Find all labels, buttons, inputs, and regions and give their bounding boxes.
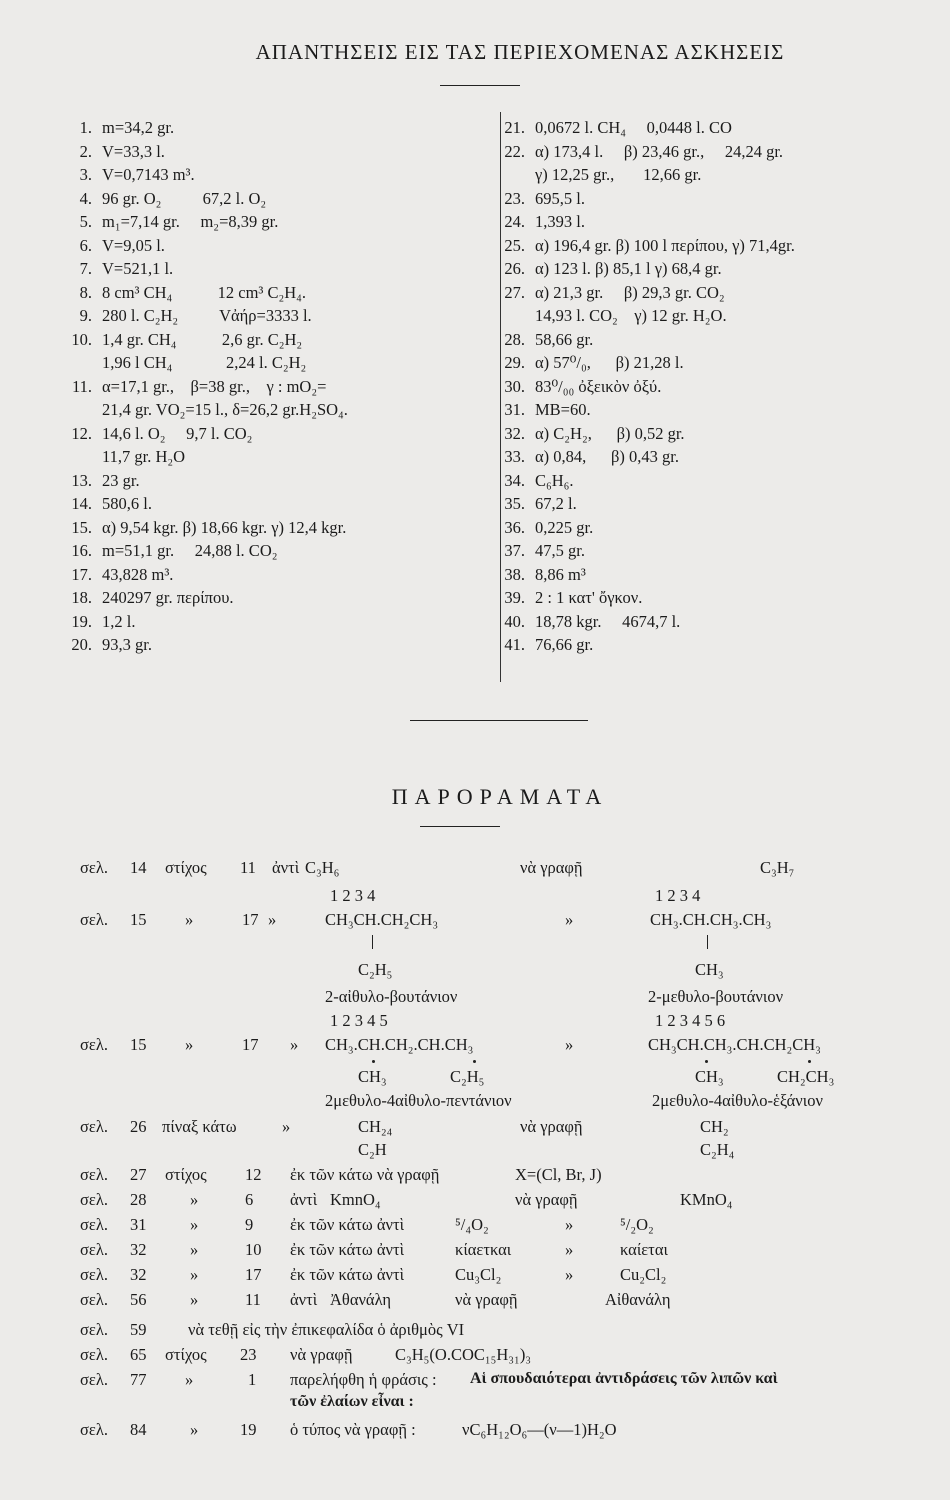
errata-correct-formula: C₃H₅(O.COC₁₅H₃₁)₃: [395, 1345, 532, 1364]
answer-number: 6.: [79, 235, 92, 255]
answer-text: 8 cm³ CH₄ 12 cm³ C₂H₄.: [102, 282, 307, 302]
errata-correct-formula: CH₃CH.CH₃.CH.CH₂CH₃: [648, 1035, 821, 1054]
bond-line: [707, 935, 708, 949]
answer-row: [485, 398, 795, 422]
errata-line-label: »: [190, 1190, 199, 1209]
errata-wrong-text: KmnO₄: [330, 1190, 381, 1209]
substituent: CH₃: [695, 960, 724, 979]
answer-text: α=17,1 gr., β=38 gr., γ : mO₂=: [102, 376, 327, 396]
answer-number: 27.: [504, 282, 525, 302]
errata-line-label: »: [190, 1265, 199, 1284]
errata-line-number: 17: [242, 910, 259, 929]
answer-row: [52, 586, 348, 610]
answer-text: 580,6 l.: [102, 494, 152, 513]
errata-correct-formula: CH₃.CH.CH₃.CH₃: [650, 910, 772, 929]
errata-instruction: ἀντὶ: [290, 1190, 318, 1209]
answer-text: α) 0,84, β) 0,43 gr.: [535, 447, 679, 466]
answer-row: [485, 586, 795, 610]
answer-number: 23.: [504, 188, 525, 208]
errata-write-label: νὰ γραφῇ: [515, 1190, 578, 1209]
answer-number: 2.: [79, 141, 92, 161]
bond-dot: [372, 1060, 375, 1063]
answer-row: [485, 375, 795, 399]
answer-number: 26.: [504, 259, 525, 278]
answer-row: [485, 492, 795, 516]
answer-number: 25.: [504, 235, 525, 255]
answer-number: 31.: [504, 400, 525, 419]
answer-number: 16.: [71, 541, 92, 560]
answer-text: m=34,2 gr.: [102, 118, 175, 137]
errata-page-number: 15: [130, 910, 147, 929]
answers-right-column: [485, 116, 795, 657]
answer-row: [485, 610, 795, 634]
answer-row: [485, 563, 795, 587]
ditto-mark: »: [185, 910, 194, 929]
answer-text: 8,86 m³: [535, 564, 586, 584]
answer-row: [485, 469, 795, 493]
ditto-mark: »: [190, 1420, 199, 1439]
answer-number: 39.: [504, 588, 525, 607]
answer-text: 83⁰/₀₀ ὀξεικὸν ὀξύ.: [535, 376, 662, 396]
answer-number: 3.: [79, 165, 92, 184]
answer-text: 11,7 gr. H₂O: [102, 447, 186, 466]
answer-row: [52, 351, 348, 375]
errata-correct-text: ⁵/₂O₂: [620, 1215, 654, 1234]
answer-text: m=51,1 gr. 24,88 l. CO₂: [102, 541, 278, 560]
errata-line-number: 1: [248, 1370, 257, 1389]
errata-line-number: 23: [240, 1345, 257, 1364]
answer-text: m₁=7,14 gr. m₂=8,39 gr.: [102, 212, 279, 231]
errata-wrong-text: C₃H₆: [305, 858, 340, 877]
answer-text: α) 21,3 gr. β) 29,3 gr. CO₂: [535, 282, 725, 302]
errata-page-number: 32: [130, 1240, 147, 1259]
errata-correct-text: Cu₂Cl₂: [620, 1265, 667, 1284]
answer-text: 23 gr.: [102, 470, 140, 490]
errata-note: παρελήφθη ἡ φράσις :: [290, 1370, 437, 1389]
errata-page-label: σελ.: [80, 1215, 108, 1234]
answer-text: C₆H₆.: [535, 470, 574, 490]
errata-correct-text: C₃H₇: [760, 858, 795, 877]
errata-line-number: 11: [245, 1290, 261, 1309]
answer-row: [485, 445, 795, 469]
errata-line-label: »: [190, 1240, 199, 1259]
answer-row: [485, 539, 795, 563]
errata-wrong-formula: CH₃.CH.CH₂.CH.CH₃: [325, 1035, 474, 1054]
errata-instruction: ἐκ τῶν κάτω ἀντὶ: [290, 1240, 405, 1259]
errata-line-label: »: [190, 1215, 199, 1234]
answer-text: α) 123 l. β) 85,1 l γ) 68,4 gr.: [535, 259, 722, 278]
answer-row: [52, 492, 348, 516]
answer-text: 1,96 l CH₄ 2,24 l. C₂H₂: [102, 353, 307, 372]
substituent: C₂H₅: [450, 1067, 485, 1086]
errata-note: νὰ τεθῇ εἰς τὴν ἐπικεφαλίδα ὁ ἀριθμὸς VI: [188, 1320, 465, 1339]
answer-row: [52, 304, 348, 328]
answer-text: γ) 12,25 gr., 12,66 gr.: [535, 165, 702, 184]
errata-correct-text: Αἰθανάλη: [605, 1290, 671, 1309]
answer-row: [485, 187, 795, 211]
errata-page-number: 65: [130, 1345, 147, 1364]
title-rule: [440, 85, 520, 86]
answer-text: 1,393 l.: [535, 212, 585, 231]
answer-text: 18,78 kgr. 4674,7 l.: [535, 611, 681, 631]
answer-text: 14,93 l. CO₂ γ) 12 gr. H₂O.: [535, 306, 727, 325]
errata-line-number: 17: [245, 1265, 262, 1284]
answer-row: [52, 163, 348, 187]
answer-text: α) C₂H₂, β) 0,52 gr.: [535, 423, 685, 443]
errata-wrong-text: κίαετκαι: [455, 1240, 512, 1259]
answer-row: [52, 281, 348, 305]
answer-number: 34.: [504, 470, 525, 490]
answer-text: 2 : 1 κατ' ὄγκον.: [535, 588, 643, 607]
errata-line-number: 6: [245, 1190, 254, 1209]
answer-number: 7.: [79, 259, 92, 278]
errata-page-label: σελ.: [80, 1190, 108, 1209]
answer-text: 14,6 l. O₂ 9,7 l. CO₂: [102, 423, 253, 443]
errata-wrong-formula: CH₃CH.CH₂CH₃: [325, 910, 439, 929]
answer-text: 47,5 gr.: [535, 541, 585, 560]
answer-number: 38.: [504, 564, 525, 584]
compound-name: 2-μεθυλο-βουτάνιον: [648, 987, 784, 1006]
answer-number: 17.: [71, 564, 92, 584]
ditto-mark: »: [565, 1035, 574, 1054]
answer-number: 28.: [504, 329, 525, 349]
answer-text: 0,0672 l. CH₄ 0,0448 l. CO: [535, 118, 732, 137]
answer-row: [52, 445, 348, 469]
errata-page-label: σελ.: [80, 1035, 108, 1054]
errata-page-number: 26: [130, 1117, 147, 1136]
answer-text: α) 196,4 gr. β) 100 l περίπου, γ) 71,4gr.: [535, 235, 795, 255]
errata-write-label: νὰ γραφῇ: [455, 1290, 518, 1309]
answer-row: [52, 257, 348, 281]
errata-write-label: νὰ γραφῇ: [290, 1345, 353, 1364]
answer-row: [52, 398, 348, 422]
answer-row: [52, 328, 348, 352]
errata-page-number: 77: [130, 1370, 147, 1389]
heading-rule: [420, 826, 500, 827]
errata-page-number: 14: [130, 858, 147, 877]
errata-page-label: σελ.: [80, 1290, 108, 1309]
errata-wrong-text: Cu₃Cl₂: [455, 1265, 502, 1284]
errata-correct-text: KMnO₄: [680, 1190, 733, 1209]
bond-dot: [705, 1060, 708, 1063]
answer-number: 4.: [79, 188, 92, 208]
answer-text: V=9,05 l.: [102, 235, 165, 255]
answer-text: 96 gr. O₂ 67,2 l. O₂: [102, 188, 267, 208]
errata-wrong-formula: C₂H: [358, 1140, 387, 1159]
answer-number: 36.: [504, 517, 525, 537]
answer-text: 58,66 gr.: [535, 329, 594, 349]
answer-row: [485, 210, 795, 234]
ditto-mark: »: [185, 1035, 194, 1054]
errata-note: ὁ τύπος νὰ γραφῇ :: [290, 1420, 416, 1439]
substituent: CH₂CH₃: [777, 1067, 835, 1086]
errata-page-label: σελ.: [80, 1345, 108, 1364]
answer-text: 43,828 m³.: [102, 564, 174, 584]
answer-number: 22.: [504, 141, 525, 161]
errata-page-label: σελ.: [80, 1420, 108, 1439]
substituent: CH₃: [358, 1067, 387, 1086]
answer-row: [485, 116, 795, 140]
answer-text: 67,2 l.: [535, 494, 577, 513]
answer-row: [485, 328, 795, 352]
bond-line: [372, 935, 373, 949]
answer-row: [485, 351, 795, 375]
bond-dot: [808, 1060, 811, 1063]
answer-row: [52, 563, 348, 587]
ditto-mark: »: [565, 910, 574, 929]
answer-row: [485, 140, 795, 164]
answer-row: [52, 633, 348, 657]
substituent: CH₃: [695, 1067, 724, 1086]
answer-row: [52, 422, 348, 446]
answer-number: 33.: [504, 447, 525, 466]
answers-left-column: [52, 116, 348, 657]
page-title: ΑΠΑΝΤΗΣΕΙΣ ΕΙΣ ΤΑΣ ΠΕΡΙΕΧΟΜΕΝΑΣ ΑΣΚΗΣΕΙΣ: [255, 40, 785, 64]
errata-page-number: 28: [130, 1190, 147, 1209]
errata-page-label: σελ.: [80, 1370, 108, 1389]
ditto-mark: »: [185, 1370, 194, 1389]
ditto-mark: »: [268, 910, 277, 929]
answer-number: 1.: [79, 118, 92, 137]
errata-wrong-text: Ἀθανάλη: [330, 1290, 392, 1309]
errata-page-label: σελ.: [80, 1117, 108, 1136]
answer-text: 1,4 gr. CH₄ 2,6 gr. C₂H₂: [102, 329, 303, 349]
errata-page-label: σελ.: [80, 1240, 108, 1259]
answer-number: 30.: [504, 376, 525, 396]
errata-write-label: νὰ γραφῇ: [520, 858, 583, 877]
answer-row: [52, 210, 348, 234]
errata-page-label: σελ.: [80, 910, 108, 929]
answer-row: [52, 539, 348, 563]
answer-number: 5.: [79, 212, 92, 231]
answer-number: 8.: [79, 282, 92, 302]
answer-row: [52, 469, 348, 493]
errata-write-label: »: [565, 1215, 574, 1234]
errata-page-label: σελ.: [80, 1320, 108, 1339]
answer-row: [485, 281, 795, 305]
answer-row: [52, 140, 348, 164]
answer-text: α) 9,54 kgr. β) 18,66 kgr. γ) 12,4 kgr.: [102, 517, 347, 537]
errata-line-label: στίχος: [165, 1345, 207, 1364]
answer-text: V=0,7143 m³.: [102, 165, 195, 184]
bond-dot: [473, 1060, 476, 1063]
answer-text: 21,4 gr. VO₂=15 l., δ=26,2 gr.H₂SO₄.: [102, 400, 348, 419]
answer-number: 11.: [71, 376, 92, 396]
answer-number: 14.: [71, 494, 92, 513]
answer-text: V=521,1 l.: [102, 259, 174, 278]
answer-number: 24.: [504, 212, 525, 231]
errata-instead-label: ἀντὶ: [272, 858, 300, 877]
errata-line-number: 19: [240, 1420, 257, 1439]
errata-page-number: 84: [130, 1420, 147, 1439]
answer-text: 1,2 l.: [102, 611, 136, 631]
errata-instruction: ἀντὶ: [290, 1290, 318, 1309]
answer-row: [52, 234, 348, 258]
carbon-numbering: 1 2 3 4 5 6: [655, 1011, 726, 1030]
errata-write-label: »: [565, 1265, 574, 1284]
answer-row: [485, 163, 795, 187]
errata-page-number: 27: [130, 1165, 147, 1184]
answer-row: [485, 633, 795, 657]
errata-correct-formula: CH₂: [700, 1117, 729, 1136]
answer-row: [485, 257, 795, 281]
errata-page-number: 59: [130, 1320, 147, 1339]
errata-page-label: σελ.: [80, 858, 108, 877]
errata-page-label: σελ.: [80, 1265, 108, 1284]
errata-wrong-formula: CH₂₄: [358, 1117, 393, 1136]
errata-write-label: νὰ γραφῇ: [520, 1117, 583, 1136]
answer-row: [485, 234, 795, 258]
section-rule: [410, 720, 588, 721]
answer-text: MB=60.: [535, 400, 591, 419]
errata-line-number: 9: [245, 1215, 254, 1234]
answer-text: 76,66 gr.: [535, 635, 594, 654]
answer-number: 40.: [504, 611, 525, 631]
answer-text: 240297 gr. περίπου.: [102, 588, 234, 607]
errata-heading: ΠΑΡΟΡΑΜΑΤΑ: [391, 784, 609, 809]
errata-correct-formula: νC₆H₁₂O₆—(ν—1)H₂O: [462, 1420, 617, 1439]
answer-number: 10.: [71, 329, 92, 349]
errata-instruction: ἐκ τῶν κάτω ἀντὶ: [290, 1215, 405, 1234]
answer-text: 0,225 gr.: [535, 517, 594, 537]
answer-text: 93,3 gr.: [102, 635, 152, 654]
errata-page-number: 31: [130, 1215, 147, 1234]
errata-omitted-phrase: τῶν ἐλαίων εἶναι :: [290, 1393, 414, 1410]
errata-instruction: ἐκ τῶν κάτω ἀντὶ: [290, 1265, 405, 1284]
errata-page-label: σελ.: [80, 1165, 108, 1184]
errata-location: πίναξ κάτω: [162, 1117, 237, 1136]
answer-text: 695,5 l.: [535, 188, 585, 208]
errata-page-number: 15: [130, 1035, 147, 1054]
answer-number: 37.: [504, 541, 525, 560]
answer-text: 280 l. C₂H₂ Vἀήρ=3333 l.: [102, 306, 312, 325]
answer-number: 18.: [71, 588, 92, 607]
errata-page-number: 32: [130, 1265, 147, 1284]
answer-number: 12.: [71, 423, 92, 443]
errata-line-number: 10: [245, 1240, 262, 1259]
errata-line-number: 12: [245, 1165, 262, 1184]
answer-number: 9.: [79, 306, 92, 325]
errata-correct-text: καίεται: [620, 1240, 668, 1259]
ditto-mark: »: [282, 1117, 291, 1136]
carbon-numbering: 1 2 3 4 5: [330, 1011, 388, 1030]
errata-instruction: ἐκ τῶν κάτω νὰ γραφῇ: [290, 1165, 440, 1184]
answer-number: 19.: [71, 611, 92, 631]
answer-number: 32.: [504, 423, 525, 443]
compound-name: 2μεθυλο-4αἰθυλο-πεντάνιον: [325, 1091, 512, 1110]
answer-row: [52, 116, 348, 140]
answer-row: [485, 422, 795, 446]
carbon-numbering: 1 2 3 4: [330, 886, 376, 905]
answer-number: 29.: [504, 353, 525, 372]
errata-correct-formula: C₂H₄: [700, 1140, 735, 1159]
answer-number: 21.: [504, 118, 525, 137]
answer-text: α) 173,4 l. β) 23,46 gr., 24,24 gr.: [535, 141, 784, 161]
answer-text: V=33,3 l.: [102, 141, 165, 161]
ditto-mark: »: [290, 1035, 299, 1054]
errata-line-label: »: [190, 1290, 199, 1309]
compound-name: 2μεθυλο-4αἰθυλο-ἑξάνιον: [652, 1091, 823, 1110]
answer-row: [52, 187, 348, 211]
errata-line-label: στίχος: [165, 1165, 207, 1184]
compound-name: 2-αἰθυλο-βουτάνιον: [325, 987, 458, 1006]
answer-number: 13.: [71, 470, 92, 490]
answer-text: α) 57⁰/₀, β) 21,28 l.: [535, 353, 684, 372]
answer-number: 41.: [504, 635, 525, 654]
errata-line-label: στίχος: [165, 858, 207, 877]
errata-line-number: 17: [242, 1035, 259, 1054]
carbon-numbering: 1 2 3 4: [655, 886, 701, 905]
errata-omitted-phrase: Αἱ σπουδαιότεραι ἀντιδράσεις τῶν λιπῶν καὶ: [470, 1370, 778, 1387]
answer-row: [485, 304, 795, 328]
answer-number: 15.: [71, 517, 92, 537]
errata-write-label: »: [565, 1240, 574, 1259]
errata-write-label: X=(Cl, Br, J): [515, 1165, 602, 1184]
errata-line-number: 11: [240, 858, 256, 877]
substituent: C₂H₅: [358, 960, 393, 979]
answer-row: [485, 516, 795, 540]
answer-row: [52, 375, 348, 399]
answer-row: [52, 610, 348, 634]
errata-wrong-text: ⁵/₄O₂: [455, 1215, 489, 1234]
errata-page-number: 56: [130, 1290, 147, 1309]
answer-number: 35.: [504, 494, 525, 513]
answer-row: [52, 516, 348, 540]
answer-number: 20.: [71, 635, 92, 654]
